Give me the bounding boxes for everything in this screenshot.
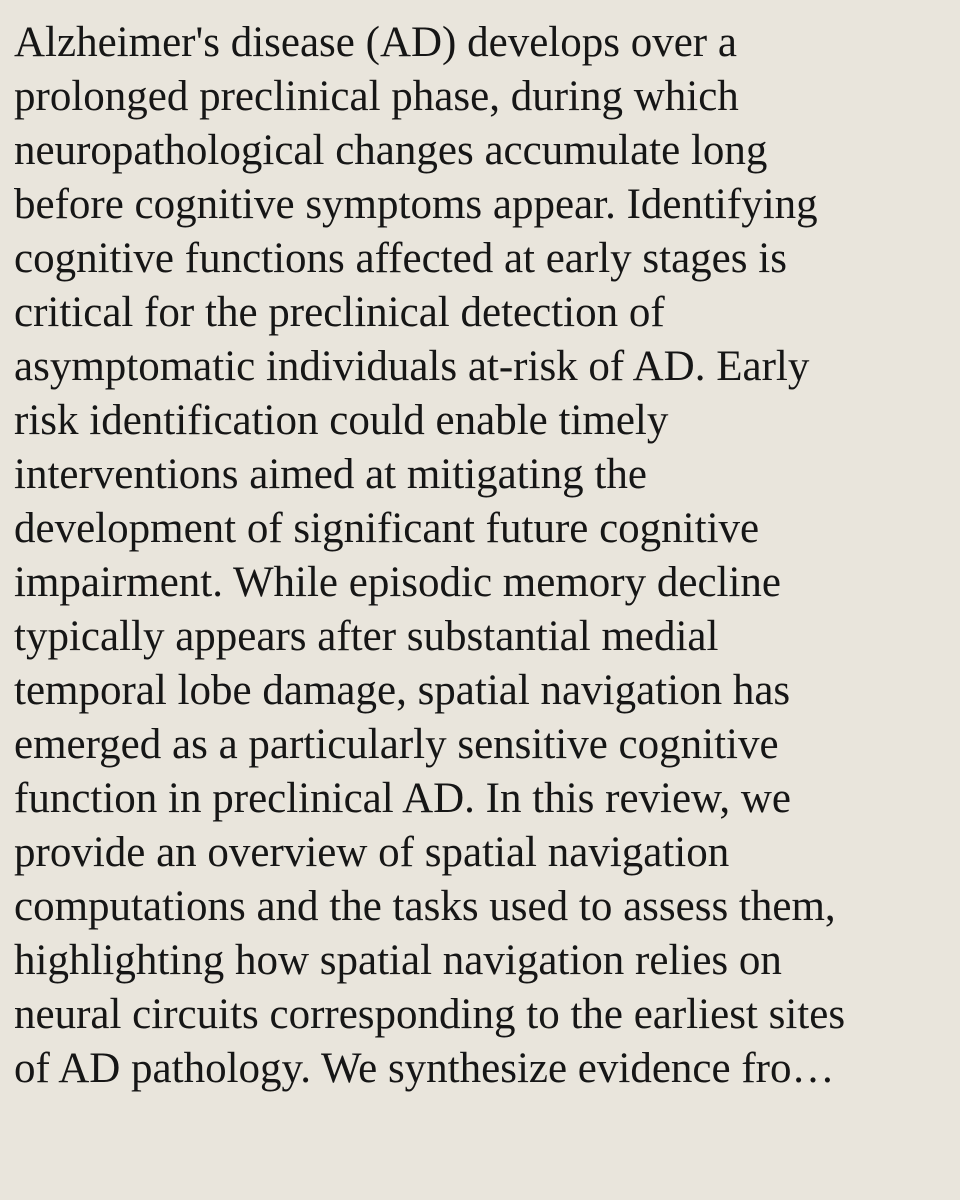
abstract-line: temporal lobe damage, spatial navigation has [14, 667, 791, 714]
abstract-line: emerged as a particularly sensitive cognitive [14, 721, 779, 768]
abstract-line: computations and the tasks used to assess them, [14, 883, 836, 930]
abstract-line: function in preclinical AD. In this review, we [14, 775, 791, 822]
abstract-line: before cognitive symptoms appear. Identifying [14, 181, 818, 228]
abstract-line: risk identification could enable timely [14, 397, 669, 444]
abstract-line: interventions aimed at mitigating the [14, 451, 647, 498]
abstract-line: critical for the preclinical detection of [14, 289, 665, 336]
abstract-line: highlighting how spatial navigation relies on [14, 937, 782, 984]
abstract-line: neural circuits corresponding to the earliest sites [14, 991, 846, 1038]
abstract-text [14, 16, 950, 1096]
abstract-line: asymptomatic individuals at-risk of AD. Early [14, 343, 810, 390]
abstract-line: impairment. While episodic memory decline [14, 559, 782, 606]
abstract-line: of AD pathology. We synthesize evidence fro… [14, 1045, 835, 1092]
abstract-line: development of significant future cognitive [14, 505, 760, 552]
abstract-line: Alzheimer's disease (AD) develops over a [14, 19, 737, 66]
abstract-line: cognitive functions affected at early stages is [14, 235, 787, 282]
abstract-line: provide an overview of spatial navigation [14, 829, 730, 876]
abstract-line: prolonged preclinical phase, during which [14, 73, 739, 120]
abstract-line: neuropathological changes accumulate long [14, 127, 768, 174]
abstract-line: typically appears after substantial medial [14, 613, 719, 660]
